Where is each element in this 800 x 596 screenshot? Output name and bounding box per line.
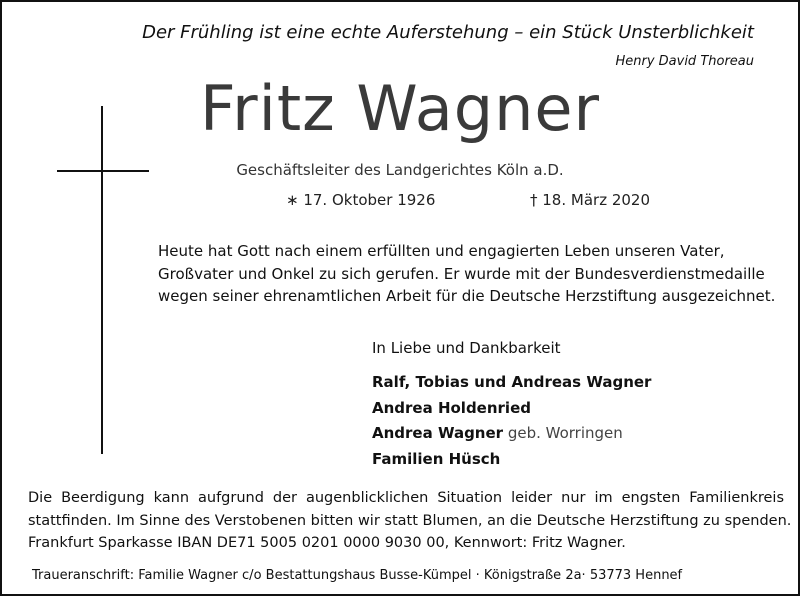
message-line: wegen seiner ehrenamtlichen Arbeit für die Deutsche Herzstiftung ausgezeichnet. xyxy=(158,287,776,305)
funeral-notice xyxy=(28,487,792,555)
funeral-line: stattfinden. Im Sinne des Verstobenen bitten wir statt Blumen, an die Deutsche Herzstiftung zu spenden. xyxy=(28,512,792,529)
cross-icon-vertical xyxy=(101,106,103,454)
deceased-title: Geschäftsleiter des Landgerichtes Köln a.D. xyxy=(236,161,564,179)
obituary-message xyxy=(158,240,778,308)
death-date: † 18. März 2020 xyxy=(530,191,651,209)
mourning-address: Traueranschrift: Familie Wagner c/o Bestattungshaus Busse-Kümpel · Königstraße 2a· 53773 Hennef xyxy=(32,568,683,583)
funeral-line: Frankfurt Sparkasse IBAN DE71 5005 0201 0000 9030 00, Kennwort: Fritz Wagner. xyxy=(28,535,626,551)
message-line: Heute hat Gott nach einem erfüllten und engagierten Leben unseren Vater, xyxy=(158,242,725,260)
quote-text: Der Frühling ist eine echte Auferstehung – ein Stück Unsterblichkeit xyxy=(142,22,754,43)
quote-author: Henry David Thoreau xyxy=(615,54,754,69)
family-member: Familien Hüsch xyxy=(372,450,501,469)
closing-phrase: In Liebe und Dankbarkeit xyxy=(372,339,561,357)
family-member: Ralf, Tobias und Andreas Wagner xyxy=(372,373,652,391)
funeral-line: Die Beerdigung kann aufgrund der augenblicklichen Situation leider nur im engsten Familienkreis xyxy=(28,490,784,506)
family-list xyxy=(372,370,651,473)
family-member: Andrea Wagner geb. Worringen xyxy=(372,424,623,443)
message-line: Großvater und Onkel zu sich gerufen. Er wurde mit der Bundesverdienstmedaille xyxy=(158,264,765,283)
family-member: Andrea Holdenried xyxy=(372,398,531,417)
birth-date: ∗ 17. Oktober 1926 xyxy=(286,191,436,209)
deceased-name: Fritz Wagner xyxy=(199,72,601,145)
